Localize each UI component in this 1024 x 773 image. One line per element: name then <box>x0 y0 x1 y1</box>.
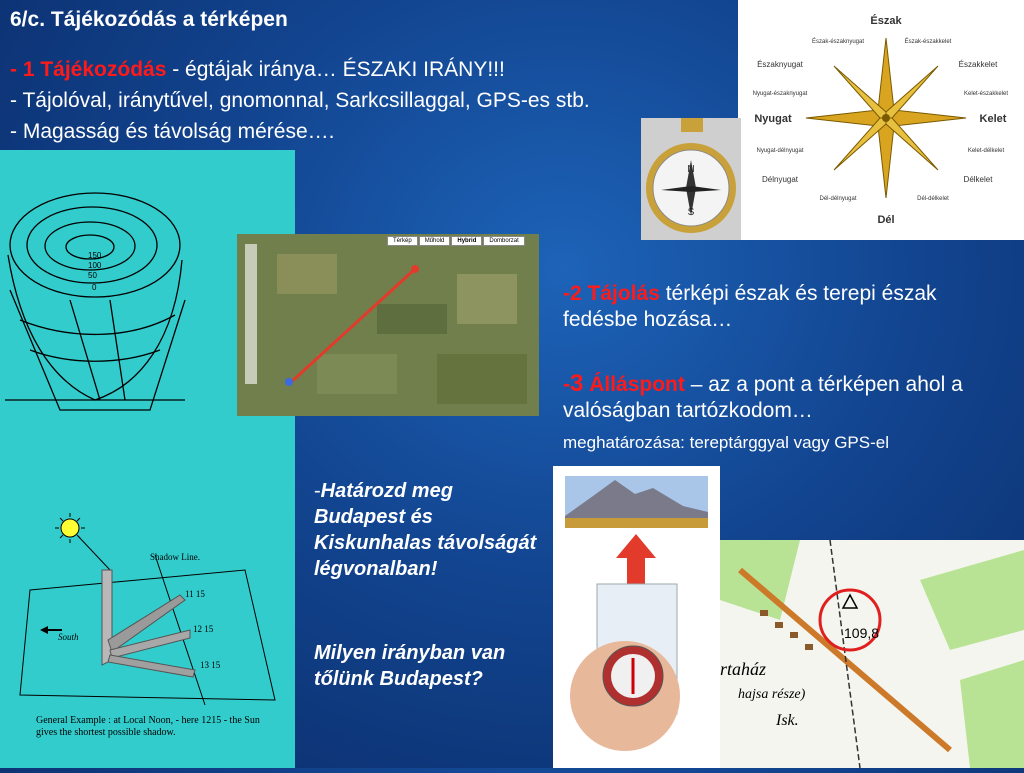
zoom-slider[interactable] <box>245 244 257 384</box>
map-tab-terkep[interactable]: Térkép <box>387 236 418 246</box>
rose-wnw: Nyugat-északnyugat <box>752 91 808 97</box>
task-q1: Határozd meg Budapest és Kiskunhalas távolságát légvonalban! <box>314 480 537 580</box>
topographic-map <box>720 540 1024 768</box>
map-tab-hybrid[interactable]: Hybrid <box>451 236 482 246</box>
map-tab-domborzat[interactable]: Domborzat <box>483 236 524 246</box>
map-tab-muhold[interactable]: Műhold <box>419 236 451 246</box>
rose-north: Észak <box>870 15 902 27</box>
compass-photo <box>641 118 741 240</box>
point-3-detail: meghatározása: tereptárggyal vagy GPS-el <box>563 433 890 452</box>
rose-ese: Kelet-délkelet <box>967 148 1005 154</box>
map-type-tabs <box>387 236 525 246</box>
compass-s: S <box>687 207 695 218</box>
point-3-rest: – az a pont a térképen ahol a valóságban tartózkodom… <box>563 373 963 422</box>
shadow-line-label: Shadow Line. <box>150 552 200 562</box>
rose-south: Dél <box>877 214 895 226</box>
compass-rose-image <box>738 0 1024 240</box>
task-question-2: Milyen irányban van tőlünk Budapest? <box>314 642 506 690</box>
point-2-lead: -2 Tájolás <box>563 282 660 305</box>
shadow-time-1315: 13 15 <box>200 660 221 670</box>
shadow-time-1115: 11 15 <box>185 589 205 599</box>
point-1 <box>10 58 505 82</box>
orientation-photo <box>553 466 720 768</box>
point-1-measure: - Magasság és távolság mérése…. <box>10 120 335 143</box>
rose-se: Délkelet <box>963 175 993 184</box>
satellite-map[interactable] <box>237 234 539 416</box>
point-1-tools: - Tájolóval, iránytűvel, gnomonnal, Sarkcsillaggal, GPS-es stb. <box>10 89 590 112</box>
rose-ene: Kelet-északkelet <box>963 91 1009 97</box>
contour-label-50: 50 <box>88 271 97 280</box>
task-question-1 <box>314 478 544 582</box>
shadow-caption: General Example : at Local Noon, - here 1215 - the Sun gives the shortest possible shadow. <box>36 715 260 738</box>
rose-nne: Észak-északkelet <box>904 39 952 45</box>
rose-sw: Délnyugat <box>761 175 799 184</box>
rose-ne: Északkelet <box>958 60 998 69</box>
point-2-rest: térképi észak és terepi észak fedésbe hozása… <box>563 282 937 331</box>
point-3-lead-dash: - <box>563 373 570 396</box>
rose-nw: Északnyugat <box>757 60 803 69</box>
task-dash: - <box>314 480 321 502</box>
point-1-rest: - égtájak iránya… ÉSZAKI IRÁNY!!! <box>166 58 505 81</box>
page-title: 6/c. Tájékozódás a térképen <box>10 8 288 31</box>
rose-ssw: Dél-délnyugat <box>819 196 857 202</box>
rose-sse: Dél-délkelet <box>917 196 949 202</box>
topo-label-3: Isk. <box>776 712 799 729</box>
contour-label-150: 150 <box>88 251 102 260</box>
topo-label-2: hajsa része) <box>738 687 806 702</box>
point-3-lead-num: 3 <box>570 370 584 397</box>
point-3 <box>563 371 1003 424</box>
shadow-time-1215: 12 15 <box>193 624 214 634</box>
contour-label-0: 0 <box>92 283 97 292</box>
rose-west: Nyugat <box>754 113 792 125</box>
topo-height: 109,8 <box>844 625 880 641</box>
compass-n: N <box>687 164 695 175</box>
rose-east: Kelet <box>979 113 1007 125</box>
south-label: South <box>58 632 79 642</box>
topo-label-1: rtaház <box>720 659 767 679</box>
contour-label-100: 100 <box>88 261 102 270</box>
point-1-lead: - 1 Tájékozódás <box>10 58 167 81</box>
point-2 <box>563 281 1003 333</box>
rose-nnw: Észak-északnyugat <box>811 39 865 45</box>
rose-wsw: Nyugat-délnyugat <box>756 148 804 154</box>
point-3-lead-word: Álláspont <box>583 373 685 396</box>
